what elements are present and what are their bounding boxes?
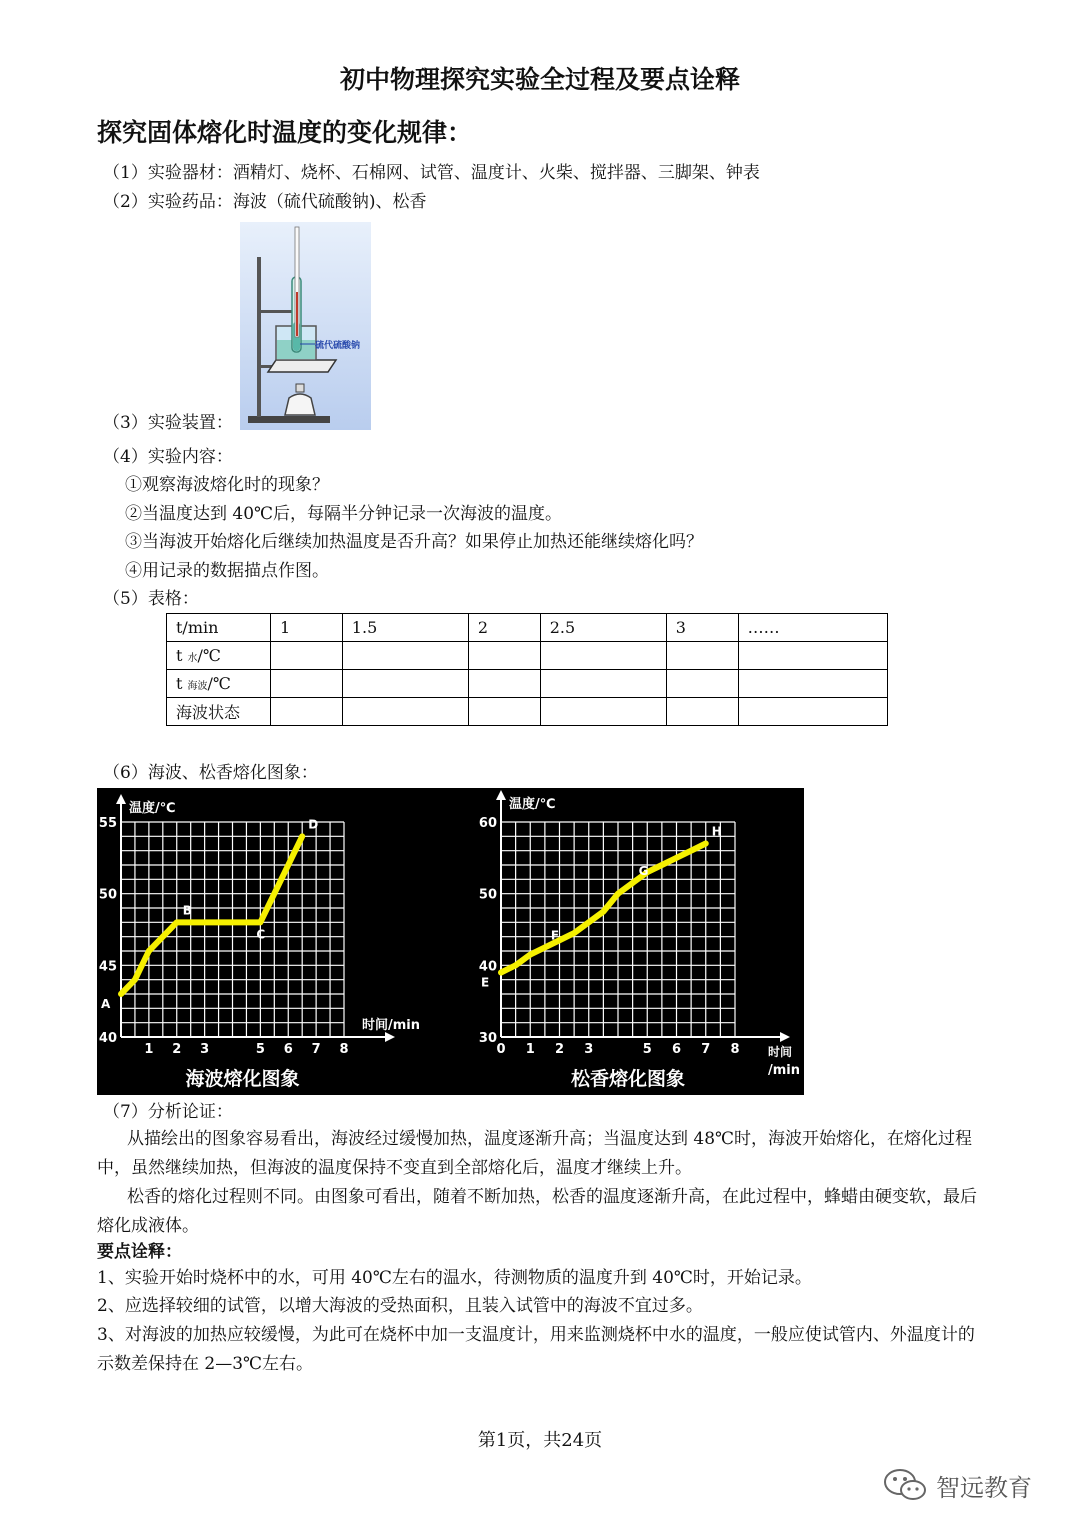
table-cell bbox=[167, 642, 271, 670]
table-cell bbox=[342, 642, 468, 670]
chart-title: 海波熔化图象 bbox=[185, 1068, 300, 1090]
content-step-1: ①观察海波熔化时的现象？ bbox=[125, 475, 329, 495]
cell-text: t bbox=[176, 646, 188, 665]
page-footer: 第1页，共24页 bbox=[477, 1430, 603, 1451]
table-cell: 2.5 bbox=[540, 614, 666, 642]
point-label: E bbox=[481, 975, 490, 990]
section-title: 探究固体熔化时温度的变化规律： bbox=[97, 118, 473, 147]
x-tick-label: 7 bbox=[311, 1042, 321, 1057]
x-tick-label: 2 bbox=[172, 1042, 182, 1057]
y-tick-label: 60 bbox=[478, 816, 497, 831]
table-heading: （5）表格： bbox=[103, 589, 199, 609]
y-tick-label: 50 bbox=[98, 887, 117, 903]
key-point-1: 1、实验开始时烧杯中的水，可用 40℃左右的温水，待测物质的温度升到 40℃时，开始记录。 bbox=[97, 1268, 812, 1288]
y-axis-label: 温度/℃ bbox=[129, 801, 176, 816]
table-cell bbox=[342, 670, 468, 698]
apparatus-label: 硫代硫酸钠 bbox=[315, 341, 361, 351]
x-tick-label: 0 bbox=[496, 1042, 506, 1057]
point-label: H bbox=[711, 824, 722, 839]
analysis-heading: （7）分析论证： bbox=[103, 1102, 233, 1122]
x-tick-label: 1 bbox=[144, 1042, 154, 1057]
table-row bbox=[167, 614, 888, 642]
watermark-text: 智远教育 bbox=[936, 1474, 1032, 1502]
x-tick-label: 3 bbox=[584, 1042, 594, 1057]
x-tick-label: 6 bbox=[283, 1042, 293, 1057]
x-tick-label: 3 bbox=[200, 1042, 210, 1057]
chemicals-line: （2）实验药品：海波（硫代硫酸钠)、松香 bbox=[103, 192, 427, 212]
table-cell bbox=[271, 698, 343, 726]
table-cell bbox=[342, 698, 468, 726]
table-cell bbox=[666, 642, 738, 670]
table-cell: 1 bbox=[271, 614, 343, 642]
point-label: C bbox=[256, 927, 266, 942]
table-cell bbox=[738, 670, 887, 698]
table-cell bbox=[738, 642, 887, 670]
table-cell bbox=[540, 670, 666, 698]
point-label: G bbox=[638, 863, 649, 878]
x-axis-label: 时间 bbox=[768, 1045, 793, 1059]
cell-text: /℃ bbox=[207, 674, 231, 693]
document-title: 初中物理探究实验全过程及要点诠释 bbox=[339, 65, 740, 94]
key-points-heading: 要点诠释： bbox=[97, 1242, 182, 1262]
table-cell bbox=[738, 698, 887, 726]
table-row bbox=[167, 698, 888, 726]
content-step-2: ②当温度达到 40℃后，每隔半分钟记录一次海波的温度。 bbox=[125, 504, 563, 524]
table-cell bbox=[468, 670, 540, 698]
cell-text: /℃ bbox=[197, 646, 221, 665]
x-tick-label: 2 bbox=[554, 1042, 565, 1057]
table-cell bbox=[666, 670, 738, 698]
table-cell: 1.5 bbox=[342, 614, 468, 642]
key-point-2: 2、应选择较细的试管，以增大海波的受热面积，且装入试管中的海波不宜过多。 bbox=[97, 1296, 703, 1316]
chart-title: 松香熔化图象 bbox=[570, 1068, 686, 1090]
point-label: B bbox=[182, 903, 192, 918]
key-point-3: 3、对海波的加热应较缓慢，为此可在烧杯中加一支温度计，用来监测烧杯中水的温度，一般应使试管内、外温度计的示数差保持在 2—3℃左右。 bbox=[97, 1325, 975, 1374]
watermark bbox=[880, 1464, 1060, 1504]
x-tick-label: 1 bbox=[525, 1042, 535, 1057]
cell-subscript: 水 bbox=[187, 653, 198, 664]
x-axis-label: /min bbox=[768, 1063, 801, 1078]
graph-heading: （6）海波、松香熔化图象： bbox=[103, 763, 318, 783]
table-cell: 海波状态 bbox=[167, 698, 271, 726]
analysis-paragraph-2: 松香的熔化过程则不同。由图象可看出，随着不断加热，松香的温度逐渐升高，在此过程中，蜂蜡由硬变软，最后熔化成液体。 bbox=[97, 1187, 977, 1236]
x-tick-label: 8 bbox=[730, 1042, 740, 1057]
table-cell bbox=[271, 642, 343, 670]
table-cell bbox=[468, 698, 540, 726]
table-cell bbox=[666, 698, 738, 726]
table-cell bbox=[468, 642, 540, 670]
x-tick-label: 7 bbox=[701, 1042, 711, 1057]
table-cell bbox=[271, 670, 343, 698]
point-label: D bbox=[308, 817, 319, 832]
x-axis-label: 时间/min bbox=[362, 1018, 421, 1033]
cell-subscript: 海波 bbox=[187, 681, 208, 692]
analysis-paragraph-1: 从描绘出的图象容易看出，海波经过缓慢加热，温度逐渐升高；当温度达到 48℃时，海波开始熔化，在熔化过程中，虽然继续加热，但海波的温度保持不变直到全部熔化后，温度才继续上升。 bbox=[97, 1129, 973, 1178]
y-tick-label: 50 bbox=[478, 887, 497, 903]
y-tick-label: 55 bbox=[98, 816, 117, 831]
wechat-icon bbox=[880, 1464, 932, 1504]
equipment-line: （1）实验器材：酒精灯、烧杯、石棉网、试管、温度计、火柴、搅拌器、三脚架、钟表 bbox=[103, 163, 760, 183]
table-cell bbox=[540, 698, 666, 726]
content-step-4: ④用记录的数据描点作图。 bbox=[125, 561, 329, 581]
content-step-3: ③当海波开始熔化后继续加热温度是否升高？如果停止加热还能继续熔化吗？ bbox=[125, 532, 703, 552]
y-tick-label: 40 bbox=[478, 959, 497, 975]
apparatus-illustration bbox=[240, 222, 371, 430]
y-tick-label: 30 bbox=[478, 1031, 497, 1046]
x-tick-label: 5 bbox=[642, 1042, 652, 1057]
table-cell: …… bbox=[738, 614, 887, 642]
apparatus-line: （3）实验装置： bbox=[103, 413, 233, 433]
table-cell: 3 bbox=[666, 614, 738, 642]
table-cell: t/min bbox=[167, 614, 271, 642]
table-cell bbox=[540, 642, 666, 670]
x-tick-label: 5 bbox=[255, 1042, 265, 1057]
data-table bbox=[166, 613, 888, 726]
table-row bbox=[167, 670, 888, 698]
y-tick-label: 40 bbox=[98, 1031, 117, 1046]
x-tick-label: 8 bbox=[339, 1042, 349, 1057]
cell-text: t bbox=[176, 674, 188, 693]
x-tick-label: 6 bbox=[671, 1042, 682, 1057]
table-row bbox=[167, 642, 888, 670]
point-label: A bbox=[101, 997, 111, 1011]
melting-charts bbox=[97, 788, 804, 1095]
y-axis-label: 温度/℃ bbox=[509, 797, 556, 812]
table-cell bbox=[167, 670, 271, 698]
table-cell: 2 bbox=[468, 614, 540, 642]
content-heading: （4）实验内容： bbox=[103, 447, 233, 467]
y-tick-label: 45 bbox=[98, 959, 117, 975]
point-label: F bbox=[550, 928, 560, 943]
